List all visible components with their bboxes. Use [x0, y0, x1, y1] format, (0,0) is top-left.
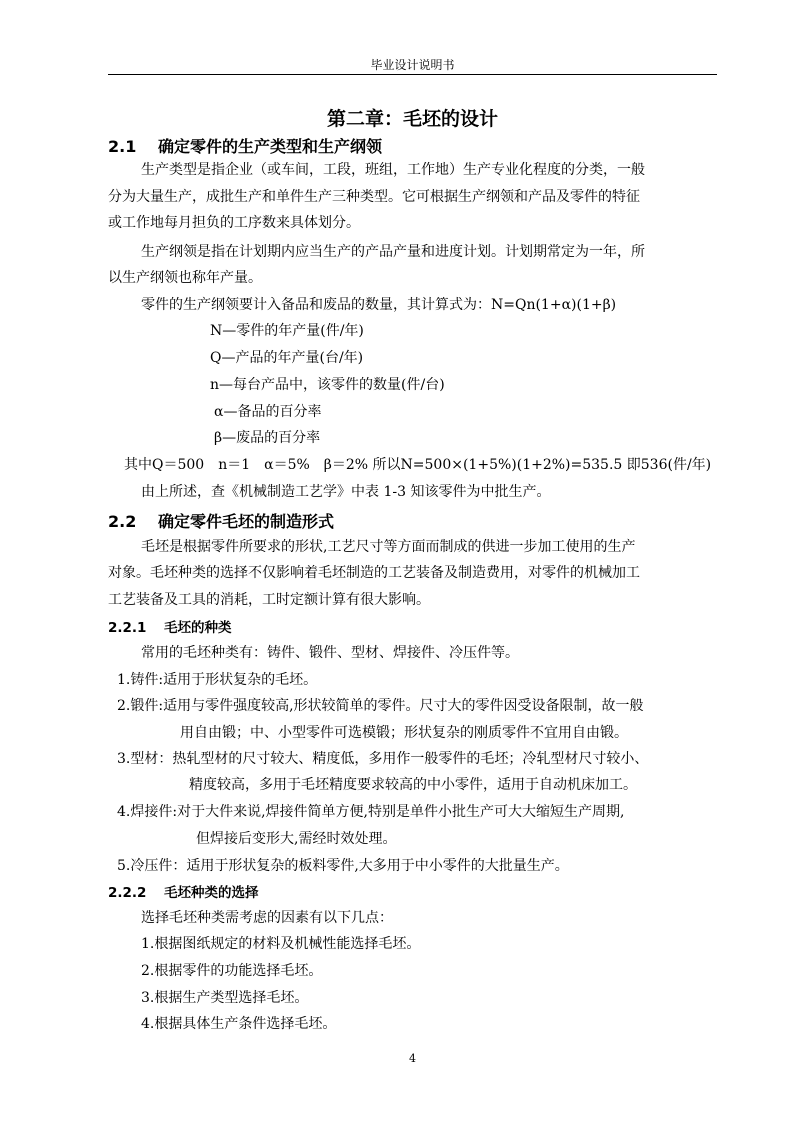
paragraph-line: 生产类型是指企业（或车间，工段，班组，工作地）生产专业化程度的分类，一般 [141, 162, 645, 178]
paragraph-line: 或工作地每月担负的工序数来具体划分。 [108, 215, 360, 231]
definition-item: n—每台产品中，该零件的数量(件/台) [210, 377, 445, 393]
list-item: 3.型材：热轧型材的尺寸较大、精度低，多用作一般零件的毛坯；冷轧型材尺寸较小、 [117, 751, 649, 767]
list-item: 1.铸件:适用于形状复杂的毛坯。 [117, 672, 318, 688]
definition-item: α—备品的百分率 [214, 404, 322, 420]
list-item-continuation: 精度较高，多用于毛坯精度要求较高的中小零件，适用于自动机床加工。 [189, 777, 637, 793]
list-item: 4.根据具体生产条件选择毛坯。 [141, 1016, 337, 1032]
paragraph-line: 分为大量生产，成批生产和单件生产三种类型。它可根据生产纲领和产品及零件的特征 [108, 189, 640, 205]
formula-line: 零件的生产纲领要计入备品和废品的数量，其计算式为：N=Qn(1+α)(1+β) [141, 297, 617, 313]
paragraph-line: 生产纲领是指在计划期内应当生产的产品产量和进度计划。计划期常定为一年，所 [141, 244, 645, 260]
definition-item: β—废品的百分率 [214, 430, 321, 446]
section-title: 确定零件毛坯的制造形式 [158, 512, 335, 531]
list-item: 5.冷压件：适用于形状复杂的板料零件,大多用于中小零件的大批量生产。 [117, 858, 569, 874]
paragraph-line: 由上所述，查《机械制造工艺学》中表 1-3 知该零件为中批生产。 [141, 484, 551, 500]
section-number: 2.2.1 [108, 620, 147, 636]
list-item-continuation: 但焊接后变形大,需经时效处理。 [196, 831, 397, 847]
section-title: 毛坯的种类 [164, 620, 232, 636]
page-header: 毕业设计说明书 [370, 58, 455, 72]
header-divider [108, 74, 717, 75]
paragraph-line: 对象。毛坯种类的选择不仅影响着毛坯制造的工艺装备及制造费用，对零件的机械加工 [108, 565, 640, 581]
definition-item: N—零件的年产量(件/年) [210, 323, 364, 339]
section-number: 2.2 [108, 512, 137, 531]
chapter-title: 第二章：毛坯的设计 [326, 108, 498, 130]
list-item-continuation: 用自由锻；中、小型零件可选模锻；形状复杂的刚质零件不宜用自由锻。 [180, 725, 628, 741]
paragraph-line: 常用的毛坯种类有：铸件、锻件、型材、焊接件、冷压件等。 [141, 645, 519, 661]
paragraph-line: 毛坯是根据零件所要求的形状,工艺尺寸等方面而制成的供进一步加工使用的生产 [141, 539, 636, 555]
section-2-2-1-heading [108, 616, 232, 636]
paragraph-line: 选择毛坯种类需考虑的因素有以下几点： [141, 910, 393, 926]
section-2-2-2-heading [108, 881, 259, 901]
list-item: 2.锻件:适用与零件强度较高,形状较简单的零件。尺寸大的零件因受设备限制，故一般 [117, 698, 644, 714]
definition-item: Q—产品的年产量(台/年) [210, 350, 364, 366]
section-title: 确定零件的生产类型和生产纲领 [158, 137, 383, 156]
section-title: 毛坯种类的选择 [164, 885, 259, 901]
paragraph-line: 以生产纲领也称年产量。 [108, 270, 262, 286]
section-2-2-heading [108, 509, 334, 532]
calculation-line: 其中Q＝500 n＝1 α＝5% β＝2% 所以N=500×(1+5%)(1+2%)=535.5 即536(件/年) [124, 457, 712, 473]
page-number: 4 [409, 1052, 416, 1065]
list-item: 3.根据生产类型选择毛坯。 [141, 990, 309, 1006]
list-item: 1.根据图纸规定的材料及机械性能选择毛坯。 [141, 936, 421, 952]
list-item: 4.焊接件:对于大件来说,焊接件简单方便,特别是单件小批生产可大大缩短生产周期, [117, 804, 625, 820]
paragraph-line: 工艺装备及工具的消耗，工时定额计算有很大影响。 [108, 592, 430, 608]
section-number: 2.2.2 [108, 885, 147, 901]
list-item: 2.根据零件的功能选择毛坯。 [141, 963, 323, 979]
section-2-1-heading [108, 134, 382, 157]
section-number: 2.1 [108, 137, 137, 156]
